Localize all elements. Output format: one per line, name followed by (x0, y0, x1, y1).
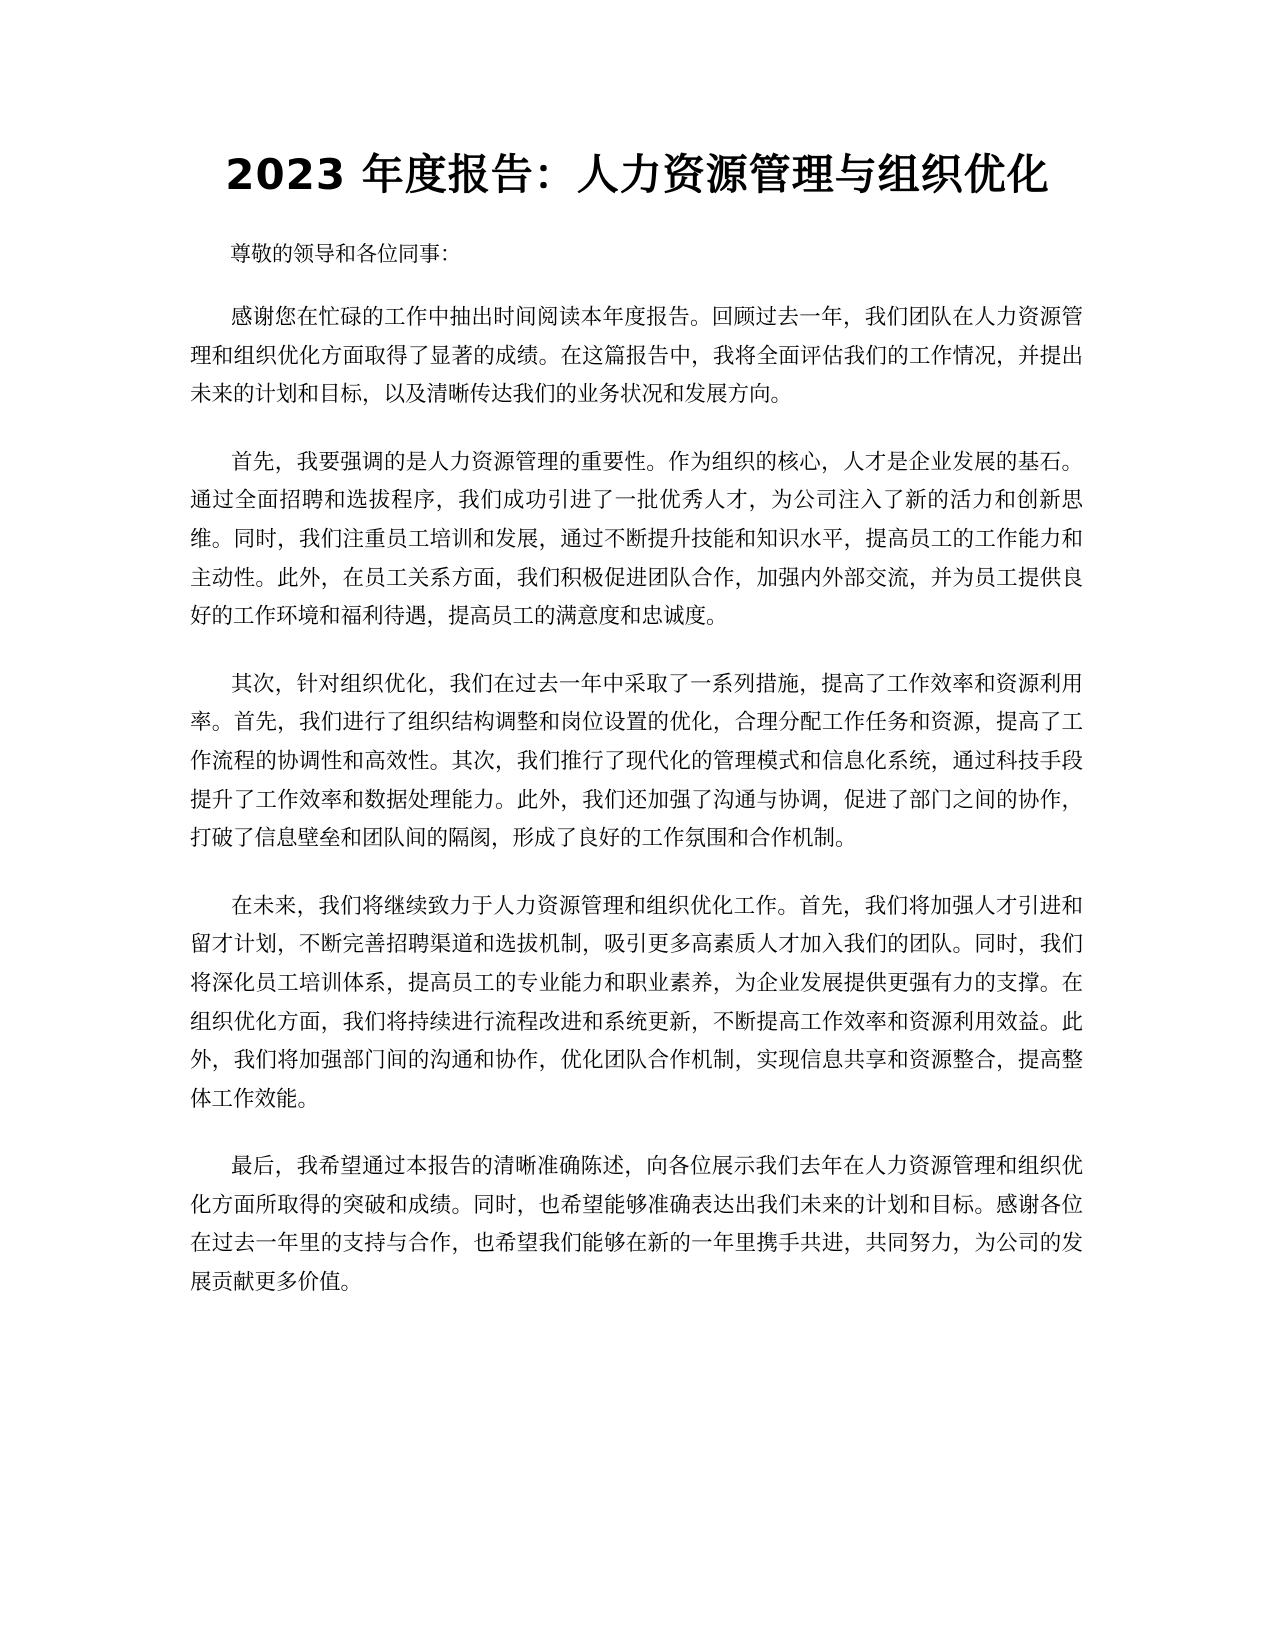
document-title: 2023 年度报告：人力资源管理与组织优化 (225, 150, 1050, 199)
salutation: 尊敬的领导和各位同事： (230, 242, 461, 266)
paragraph-org-optimization: 其次，针对组织优化，我们在过去一年中采取了一系列措施，提高了工作效率和资源利用率。首先，我们进行了组织结构调整和岗位设置的优化，合理分配工作任务和资源，提高了工作流程的协调性和高效性。其次，我们推行了现代化的管理模式和信息化系统，通过科技手段提升了工作效率和数据处理能力。此外，我们还加强了沟通与协调，促进了部门之间的协作，打破了信息壁垒和团队间的隔阂，形成了良好的工作氛围和合作机制。 (190, 671, 1083, 852)
document-body (190, 238, 1083, 1332)
paragraph-intro: 感谢您在忙碌的工作中抽出时间阅读本年度报告。回顾过去一年，我们团队在人力资源管理和组织优化方面取得了显著的成绩。在这篇报告中，我将全面评估我们的工作情况，并提出未来的计划和目标，以及清晰传达我们的业务状况和发展方向。 (190, 305, 1083, 408)
paragraph-hr-importance: 首先，我要强调的是人力资源管理的重要性。作为组织的核心，人才是企业发展的基石。通过全面招聘和选拔程序，我们成功引进了一批优秀人才，为公司注入了新的活力和创新思维。同时，我们注重员工培训和发展，通过不断提升技能和知识水平，提高员工的工作能力和主动性。此外，在员工关系方面，我们积极促进团队合作，加强内外部交流，并为员工提供良好的工作环境和福利待遇，提高员工的满意度和忠诚度。 (190, 449, 1083, 630)
paragraph-future-plans: 在未来，我们将继续致力于人力资源管理和组织优化工作。首先，我们将加强人才引进和留才计划，不断完善招聘渠道和选拔机制，吸引更多高素质人才加入我们的团队。同时，我们将深化员工培训体系，提高员工的专业能力和职业素养，为企业发展提供更强有力的支撑。在组织优化方面，我们将持续进行流程改进和系统更新，不断提高工作效率和资源利用效益。此外，我们将加强部门间的沟通和协作，优化团队合作机制，实现信息共享和资源整合，提高整体工作效能。 (190, 893, 1083, 1112)
paragraph-closing: 最后，我希望通过本报告的清晰准确陈述，向各位展示我们去年在人力资源管理和组织优化方面所取得的突破和成绩。同时，也希望能够准确表达出我们未来的计划和目标。感谢各位在过去一年里的支持与合作，也希望我们能够在新的一年里携手共进，共同努力，为公司的发展贡献更多价值。 (190, 1154, 1083, 1296)
